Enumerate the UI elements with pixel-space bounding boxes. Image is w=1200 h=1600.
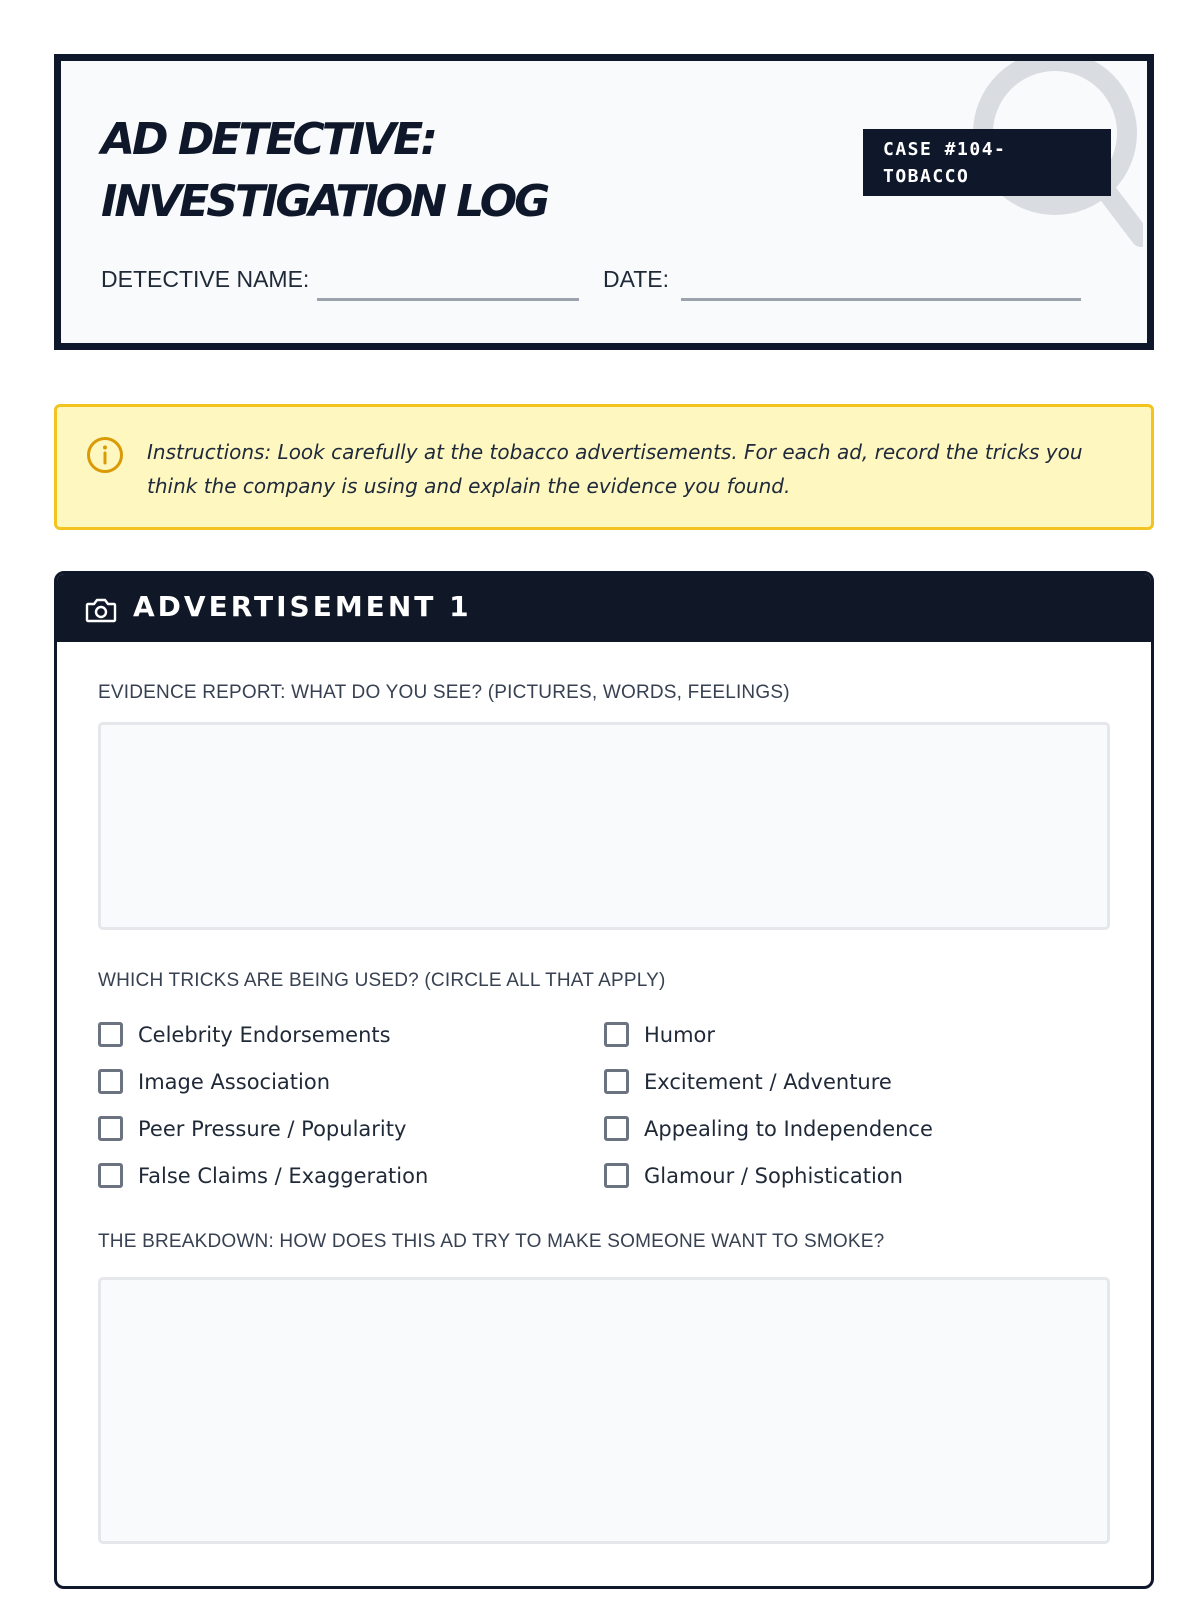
breakdown-textarea[interactable] (98, 1277, 1110, 1544)
trick-option[interactable] (604, 1105, 1110, 1152)
trick-option[interactable] (98, 1105, 604, 1152)
page-title-line2: INVESTIGATION LOG (101, 176, 548, 227)
date-field[interactable] (681, 298, 1081, 301)
trick-label: Appealing to Independence (644, 1116, 933, 1141)
trick-checkbox[interactable] (604, 1069, 629, 1094)
trick-option[interactable] (98, 1152, 604, 1199)
tricks-checklist (98, 1011, 1110, 1199)
trick-checkbox[interactable] (98, 1069, 123, 1094)
trick-option[interactable] (98, 1011, 604, 1058)
trick-label: False Claims / Exaggeration (138, 1163, 429, 1188)
trick-checkbox[interactable] (98, 1116, 123, 1141)
info-icon (85, 435, 125, 475)
page-title-line1: AD DETECTIVE: (101, 114, 435, 165)
trick-checkbox[interactable] (604, 1116, 629, 1141)
trick-option[interactable] (98, 1058, 604, 1105)
evidence-report-textarea[interactable] (98, 722, 1110, 930)
detective-name-field[interactable] (317, 298, 579, 301)
trick-label: Glamour / Sophistication (644, 1163, 903, 1188)
advertisement-card (54, 571, 1154, 1589)
case-number-badge: CASE #104-TOBACCO (863, 129, 1111, 196)
trick-checkbox[interactable] (604, 1022, 629, 1047)
trick-checkbox[interactable] (604, 1163, 629, 1188)
breakdown-label: THE BREAKDOWN: HOW DOES THIS AD TRY TO MAKE SOMEONE WANT TO SMOKE? (98, 1231, 885, 1252)
detective-name-label: DETECTIVE NAME: (101, 266, 310, 292)
instructions-text: Instructions: Look carefully at the tobacco advertisements. For each ad, record the tricks you think the company is using and explain the evidence you found. (147, 440, 1083, 498)
trick-checkbox[interactable] (98, 1022, 123, 1047)
tricks-label: WHICH TRICKS ARE BEING USED? (CIRCLE ALL THAT APPLY) (98, 970, 666, 991)
trick-checkbox[interactable] (98, 1163, 123, 1188)
trick-option[interactable] (604, 1011, 1110, 1058)
trick-label: Humor (644, 1022, 716, 1047)
camera-icon (85, 596, 117, 624)
trick-option[interactable] (604, 1058, 1110, 1105)
evidence-report-label: EVIDENCE REPORT: WHAT DO YOU SEE? (PICTURES, WORDS, FEELINGS) (98, 682, 790, 703)
date-label: DATE: (603, 266, 670, 292)
trick-label: Celebrity Endorsements (138, 1022, 391, 1047)
trick-label: Excitement / Adventure (644, 1069, 892, 1094)
advertisement-header (57, 574, 1151, 642)
page-title (101, 109, 547, 233)
trick-label: Image Association (138, 1069, 331, 1094)
advertisement-title: ADVERTISEMENT 1 (133, 590, 472, 623)
header-card (54, 54, 1154, 350)
instructions-box (54, 404, 1154, 530)
trick-label: Peer Pressure / Popularity (138, 1116, 407, 1141)
trick-option[interactable] (604, 1152, 1110, 1199)
